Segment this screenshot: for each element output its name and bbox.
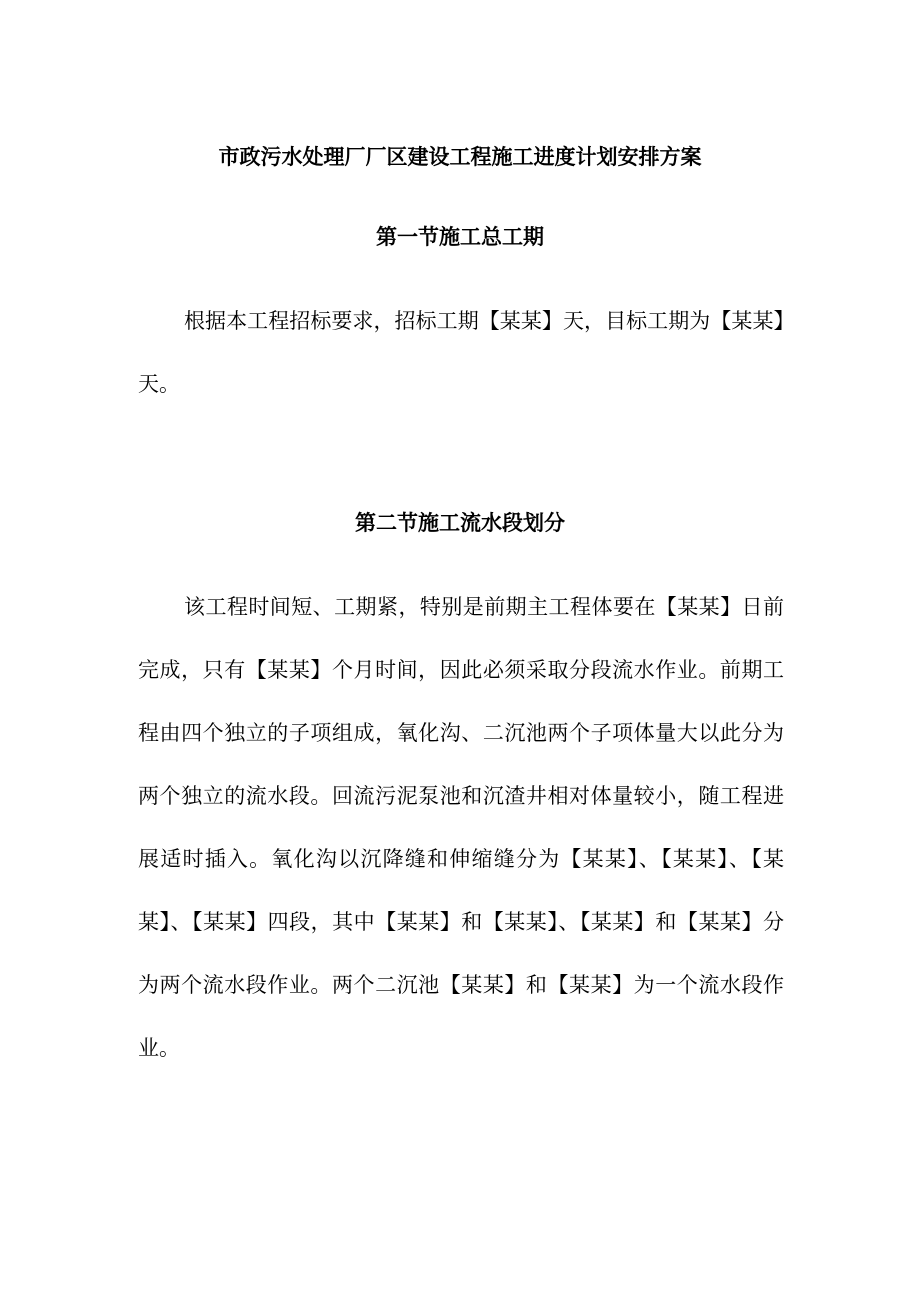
section-2-heading: 第二节施工流水段划分 [355, 510, 565, 535]
document-title: 市政污水处理厂厂区建设工程施工进度计划安排方案 [218, 144, 702, 169]
section-1-paragraph: 根据本工程招标要求，招标工期【某某】天，目标工期为【某某】天。 [138, 309, 784, 396]
section-2-paragraph: 该工程时间短、工期紧，特别是前期主工程体要在【某某】日前完成，只有【某某】个月时间，因此必须采取分段流水作业。前期工程由四个独立的子项组成，氧化沟、二沉池两个子项体量大以此分为两个独立的流水段。回流污泥泵池和沉渣井相对体量较小，随工程进展适时插入。氧化沟以沉降缝和伸缩缝分为【某某】、【某某】、【某某】、【某某】四段，其中【某某】和【某某】、【某某】和【某某】分为两个流水段作业。两个二沉池【某某】和【某某】为一个流水段作业。 [138, 595, 784, 1060]
section-1-heading: 第一节施工总工期 [376, 224, 544, 249]
